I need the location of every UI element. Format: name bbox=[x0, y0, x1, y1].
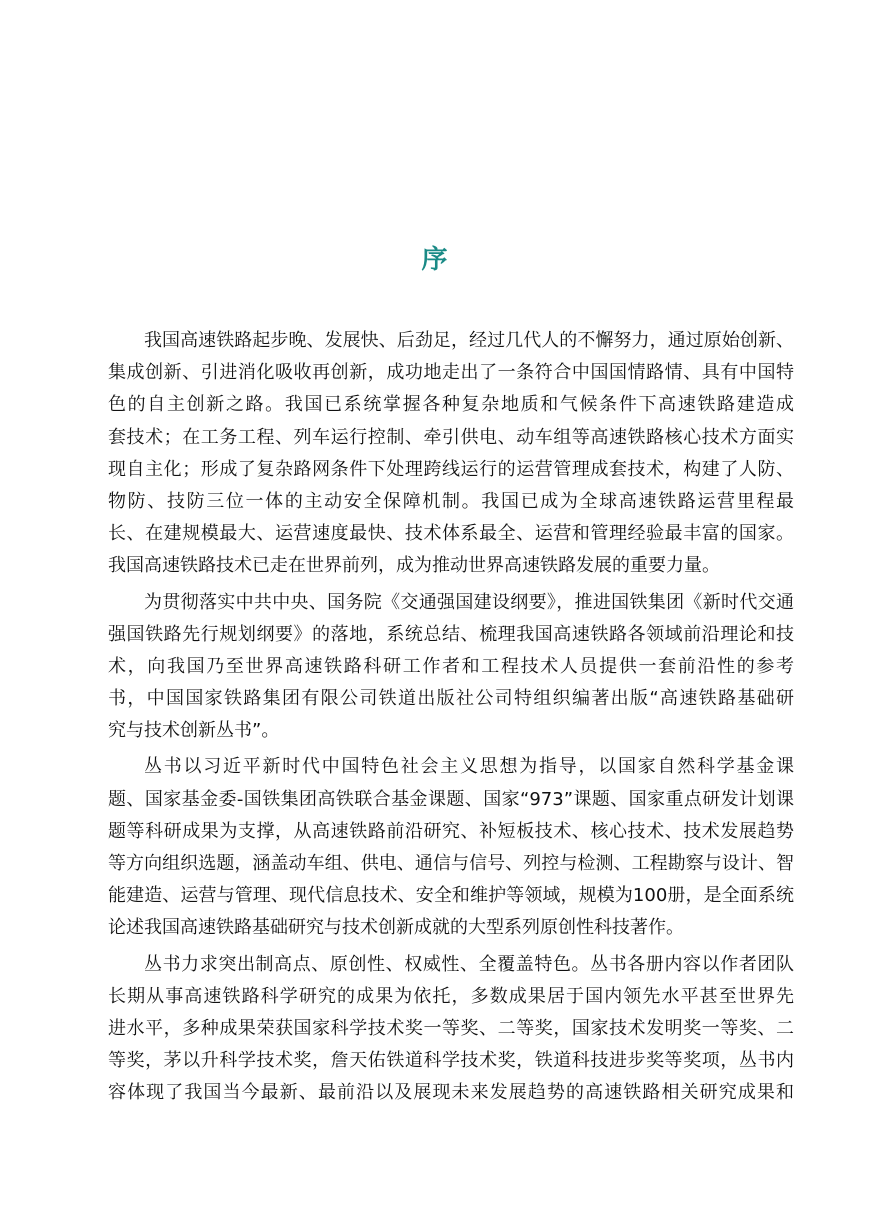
paragraph-3 bbox=[108, 751, 794, 944]
text-line: 强国铁路先行规划纲要》的落地，系统总结、梳理我国高速铁路各领域前沿理论和技 bbox=[108, 623, 794, 645]
body-text bbox=[108, 325, 794, 1110]
paragraph-2 bbox=[108, 587, 794, 748]
paragraph-1 bbox=[108, 325, 794, 583]
text-line: 论述我国高速铁路基础研究与技术创新成就的大型系列原创性科技著作。 bbox=[108, 917, 684, 939]
text-line: 等奖，茅以升科学技术奖，詹天佑铁道科学技术奖，铁道科技进步奖等奖项，丛书内 bbox=[108, 1050, 794, 1072]
text-line: 我国高速铁路技术已走在世界前列，成为推动世界高速铁路发展的重要力量。 bbox=[108, 555, 720, 577]
text-line: 书，中国国家铁路集团有限公司铁道出版社公司特组织编著出版“高速铁路基础研 bbox=[108, 688, 794, 710]
text-line: 我国高速铁路起步晚、发展快、后劲足，经过几代人的不懈努力，通过原始创新、 bbox=[144, 330, 794, 351]
text-line: 丛书以习近平新时代中国特色社会主义思想为指导，以国家自然科学基金课 bbox=[144, 756, 794, 778]
text-line: 色的自主创新之路。我国已系统掌握各种复杂地质和气候条件下高速铁路建造成 bbox=[108, 394, 794, 416]
text-line: 究与技术创新丛书”。 bbox=[108, 720, 280, 742]
text-line: 丛书力求突出制高点、原创性、权威性、全覆盖特色。丛书各册内容以作者团队 bbox=[144, 953, 794, 975]
paragraph-4 bbox=[108, 949, 794, 1110]
text-line: 题、国家基金委-国铁集团高铁联合基金课题、国家“973”课题、国家重点研发计划课 bbox=[108, 788, 794, 810]
text-line: 术，向我国乃至世界高速铁路科研工作者和工程技术人员提供一套前沿性的参考 bbox=[108, 655, 794, 677]
text-line: 套技术；在工务工程、列车运行控制、牵引供电、动车组等高速铁路核心技术方面实 bbox=[108, 426, 794, 448]
text-line: 物防、技防三位一体的主动安全保障机制。我国已成为全球高速铁路运营里程最 bbox=[108, 490, 794, 512]
text-line: 长期从事高速铁路科学研究的成果为依托，多数成果居于国内领先水平甚至世界先 bbox=[108, 985, 794, 1007]
text-line: 为贯彻落实中共中央、国务院《交通强国建设纲要》，推进国铁集团《新时代交通 bbox=[144, 591, 794, 613]
text-line: 集成创新、引进消化吸收再创新，成功地走出了一条符合中国国情路情、具有中国特 bbox=[108, 362, 794, 384]
text-line: 长、在建规模最大、运营速度最快、技术体系最全、运营和管理经验最丰富的国家。 bbox=[108, 523, 794, 545]
text-line: 现自主化；形成了复杂路网条件下处理跨线运行的运营管理成套技术，构建了人防、 bbox=[108, 458, 794, 480]
text-line: 等方向组织选题，涵盖动车组、供电、通信与信号、列控与检测、工程勘察与设计、智 bbox=[108, 853, 794, 874]
text-line: 题等科研成果为支撑，从高速铁路前沿研究、补短板技术、核心技术、技术发展趋势 bbox=[108, 820, 794, 842]
text-line: 进水平，多种成果荣获国家科学技术奖一等奖、二等奖，国家技术发明奖一等奖、二 bbox=[108, 1017, 794, 1039]
text-line: 容体现了我国当今最新、最前沿以及展现未来发展趋势的高速铁路相关研究成果和 bbox=[108, 1082, 794, 1104]
page-title: 序 bbox=[421, 245, 448, 275]
text-line: 能建造、运营与管理、现代信息技术、安全和维护等领域，规模为100册，是全面系统 bbox=[108, 885, 794, 907]
